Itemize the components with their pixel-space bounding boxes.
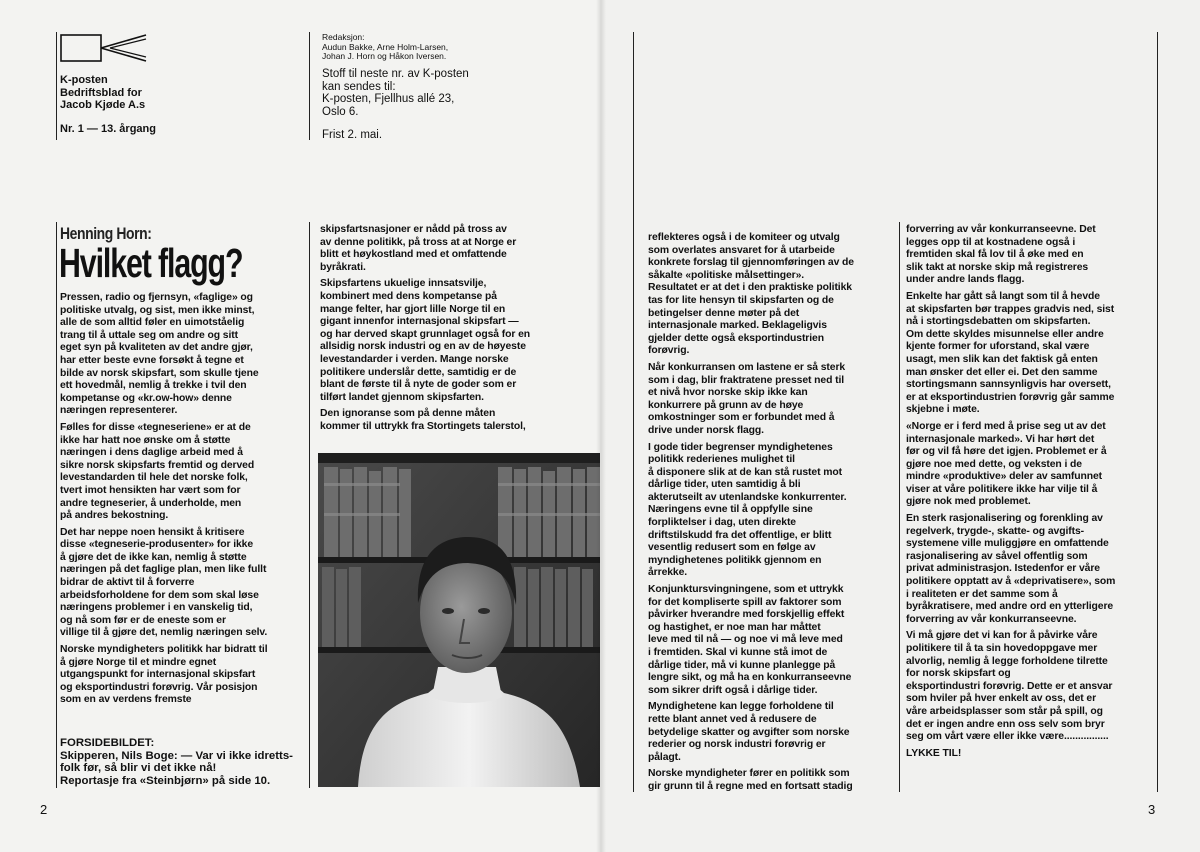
text-line: drive under norsk flagg. bbox=[648, 424, 764, 436]
text-line: Næringens evne til å oppfylle sine bbox=[648, 504, 813, 516]
text-line: i fremtiden. Skal vi kunne stå imot de bbox=[648, 647, 828, 658]
text-line: «Norge er i ferd med å prise seg ut av det bbox=[906, 420, 1106, 432]
text-line: trang til å uttale seg om andre og sitt bbox=[60, 329, 238, 341]
submission-info bbox=[322, 68, 469, 142]
masthead-line: Bedriftsblad for bbox=[60, 86, 142, 99]
text-line: usagt, men slik kan det faktisk gå enten bbox=[906, 353, 1098, 365]
masthead-line: K-posten bbox=[60, 74, 108, 86]
text-line: rasjonalisering av såvel offentlig som bbox=[906, 550, 1088, 562]
text-line: viser at våre politikere ikke har vilje til å bbox=[906, 483, 1098, 495]
column-rule bbox=[309, 32, 310, 140]
text-line: arbeidsforholdene for dem som skal løse bbox=[60, 589, 259, 601]
text-line: gjelder dette også eksportindustrien bbox=[648, 332, 824, 344]
text-line: som overlates ansvaret for å utarbeide bbox=[648, 244, 835, 256]
text-line: Følles for disse «tegneseriene» er at de bbox=[60, 421, 251, 433]
text-line: et nivå hvor norske skip ikke kan bbox=[648, 387, 808, 399]
masthead-line: Jacob Kjøde A.s bbox=[60, 99, 146, 111]
article-column-2 bbox=[320, 224, 598, 438]
text-line: at skipsfarten bør trappes gradvis ned, sist bbox=[906, 303, 1115, 315]
text-line: politikere til å ta sin hovedoppgave mer bbox=[906, 643, 1098, 654]
text-line: dårlige tider, uten samtidig å bli bbox=[648, 479, 801, 491]
text-line: Pressen, radio og fjernsyn, «faglige» og bbox=[60, 292, 253, 303]
text-line: Skipsfartens ukuelige innsatsvilje, bbox=[320, 278, 487, 290]
text-line: myndighetenes politikk gjennom en bbox=[648, 554, 822, 566]
text-line: for norsk skipsfart og bbox=[906, 668, 1011, 680]
right-page bbox=[600, 0, 1200, 852]
text-line: ett hovedmål, nemlig å trekke i tvil den bbox=[60, 380, 247, 392]
editorial-staff bbox=[322, 33, 448, 62]
column-rule bbox=[633, 32, 634, 792]
paragraph bbox=[60, 422, 306, 523]
text-line: driftstilskudd fra det offentlige, er blitt bbox=[648, 529, 832, 541]
article-column-3 bbox=[648, 232, 898, 798]
text-line: tilført landet gjennom skipsfarten. bbox=[320, 391, 484, 403]
editorial-line: Audun Bakke, Arne Holm-Larsen, bbox=[322, 41, 449, 52]
column-rule bbox=[56, 32, 57, 140]
text-line: konkurrere på grunn av de høye bbox=[648, 399, 804, 411]
text-line: seg om vårt være eller ikke være................ bbox=[906, 731, 1109, 743]
text-line: årrekke. bbox=[648, 567, 688, 579]
text-line: under andre lands flagg. bbox=[906, 274, 1025, 286]
deadline: Frist 2. mai. bbox=[322, 129, 383, 142]
text-line: rederier og norsk industri forøvrig er bbox=[648, 739, 826, 751]
text-line: politikere opptatt av å «deprivatisere», som bbox=[906, 576, 1116, 588]
caption-line: Skipperen, Nils Boge: — Var vi ikke idretts- bbox=[60, 749, 293, 762]
text-line: politikere underslår dette, samtidig er de bbox=[320, 366, 517, 378]
author-portrait bbox=[318, 453, 600, 787]
text-line: levestandarden til hele det norske folk, bbox=[60, 472, 248, 484]
paragraph bbox=[648, 232, 898, 358]
text-line: tvert imot hensikten har vært som for bbox=[60, 484, 241, 496]
text-line: på andres bekostning. bbox=[60, 510, 169, 522]
text-line: forverring av vår konkurranseevne. bbox=[906, 613, 1077, 625]
text-line: er at eksportindustrien forøvrig går samme bbox=[906, 391, 1115, 403]
text-line: systemene ville muliggjøre en omfattende bbox=[906, 538, 1109, 550]
text-line: betingelser denne møter på det bbox=[648, 307, 800, 319]
text-line: andre tegneserier, å underholde, men bbox=[60, 497, 242, 509]
text-line: internasjonale marked. Beklageligvis bbox=[648, 320, 827, 332]
text-line: av denne politikk, på tross at at Norge er bbox=[320, 236, 517, 248]
paragraph bbox=[906, 513, 1156, 626]
text-line: disse «tegneserie-produsenter» for ikke bbox=[60, 539, 254, 551]
text-line: omkostninger som er forbundet med å bbox=[648, 412, 835, 424]
text-line: I gode tider begrenser myndighetenes bbox=[648, 441, 833, 453]
paragraph bbox=[648, 701, 898, 764]
text-line: bidrar de aktivt til å forverre bbox=[60, 577, 195, 589]
text-line: allsidig norsk industri og en av de høyeste bbox=[320, 341, 526, 353]
paragraph bbox=[648, 442, 898, 581]
text-line: Myndighetene kan legge forholdene til bbox=[648, 701, 834, 713]
text-line: har etter beste evne forsøkt å tegne et bbox=[60, 354, 244, 366]
text-line: å gjøre det de ikke kan, nemlig å støtte bbox=[60, 551, 247, 563]
paragraph bbox=[320, 224, 598, 274]
editorial-line: Johan J. Horn og Håkon Iversen. bbox=[322, 51, 447, 62]
text-line: fremtiden skal få lov til å øke med en bbox=[906, 249, 1084, 261]
text-line: man ønsker det eller ei. Det den samme bbox=[906, 366, 1098, 378]
text-line: å gjøre Norge til et mindre egnet bbox=[60, 656, 217, 668]
text-line: eget syn på kvaliteten av det andre gjør, bbox=[60, 342, 253, 354]
text-line: gir grunn til å regne med en fortsatt stadig bbox=[648, 780, 853, 792]
text-line: politiske utvalg, og sist, men ikke minst, bbox=[60, 304, 255, 316]
paragraph bbox=[320, 408, 598, 433]
paragraph bbox=[60, 644, 306, 707]
text-line: næringen på det faglige plan, men like fullt bbox=[60, 564, 267, 576]
text-line: forpliktelser i dag, uten direkte bbox=[648, 517, 796, 529]
paragraph bbox=[906, 291, 1156, 417]
text-line: Norske myndigheter fører en politikk som bbox=[648, 768, 850, 780]
text-line: LYKKE TIL! bbox=[906, 747, 962, 759]
text-line: og nå som før er de eneste som er bbox=[60, 614, 226, 626]
text-line: og har derved skapt grunnlaget også for en bbox=[320, 328, 531, 340]
paragraph bbox=[648, 584, 898, 697]
column-rule bbox=[309, 222, 310, 788]
cover-photo-caption bbox=[60, 737, 293, 787]
submission-line: kan sendes til: bbox=[322, 80, 396, 93]
paragraph bbox=[648, 362, 898, 438]
paragraph bbox=[320, 278, 598, 404]
text-line: påvirker hverandre med forskjellig effekt bbox=[648, 609, 845, 621]
text-line: som hviler på hver enkelt av oss, det er bbox=[906, 693, 1097, 705]
caption-line: Reportasje fra «Steinbjørn» på side 10. bbox=[60, 774, 271, 787]
text-line: rette blant annet ved å redusere de bbox=[648, 713, 817, 725]
text-line: bilde av norsk skipsfart, som skulle tjene bbox=[60, 367, 259, 379]
text-line: næringen i dens daglige arbeid med å bbox=[60, 447, 243, 459]
text-line: internasjonale marked». Vi har hørt det bbox=[906, 433, 1095, 445]
text-line: Det har neppe noen hensikt å kritisere bbox=[60, 526, 245, 538]
text-line: forøvrig. bbox=[648, 345, 690, 357]
text-line: konkrete forslag til gjennomføringen av de bbox=[648, 257, 854, 269]
text-line: det er ingen andre enn oss selv som bryr bbox=[906, 718, 1105, 730]
text-line: gigant innenfor internasjonal skipsfart — bbox=[320, 316, 519, 328]
paragraph bbox=[60, 292, 306, 418]
text-line: blitt et høykostland med et omfattende bbox=[320, 249, 507, 261]
text-line: vesentlig redusert som en følge av bbox=[648, 542, 816, 554]
caption-line: folk før, så blir vi det ikke nå! bbox=[60, 762, 217, 775]
text-line: såkalte «politiske målsettinger». bbox=[648, 269, 805, 281]
text-line: Konjunktursvingningene, som et uttrykk bbox=[648, 584, 844, 596]
text-line: næringen representerer. bbox=[60, 405, 178, 417]
article-column-1 bbox=[60, 292, 306, 711]
submission-line: Oslo 6. bbox=[322, 105, 359, 118]
column-rule bbox=[899, 222, 900, 792]
text-line: sikre norsk skipsfarts fremtid og derved bbox=[60, 459, 255, 471]
article-byline: Henning Horn: bbox=[60, 224, 152, 243]
portrait-photo-icon bbox=[318, 453, 600, 787]
text-line: legges opp til at kostnadene også i bbox=[906, 236, 1076, 248]
text-line: Enkelte har gått så langt som til å hevde bbox=[906, 290, 1100, 302]
text-line: levestandarder i verden. Mange norske bbox=[320, 353, 509, 365]
text-line: blant de første til å nyte de goder som er bbox=[320, 379, 517, 391]
text-line: mange felter, har gjort lille Norge til en bbox=[320, 303, 506, 315]
text-line: akterutseilt av utenlandske konkurrenter. bbox=[648, 491, 847, 503]
masthead bbox=[60, 74, 156, 135]
submission-line: Stoff til neste nr. av K-posten bbox=[322, 68, 469, 80]
text-line: våre arbeidsplasser som står på spill, og bbox=[906, 705, 1103, 717]
text-line: kompetanse og «kr.ow-how» denne bbox=[60, 392, 232, 404]
submission-line: K-posten, Fjellhus allé 23, bbox=[322, 93, 455, 106]
text-line: og hastighet, er noe man har måttet bbox=[648, 621, 821, 633]
text-line: dårlige tider, må vi kunne planlegge på bbox=[648, 659, 836, 671]
page-number-right: 3 bbox=[1148, 802, 1156, 817]
paragraph bbox=[906, 421, 1156, 509]
article-headline: Hvilket flagg? bbox=[59, 240, 243, 286]
text-line: næringens problemer i en vanskelig tid, bbox=[60, 602, 253, 614]
text-line: slik takt at norske skip må registreres bbox=[906, 261, 1089, 273]
text-line: forverring av vår konkurranseevne. Det bbox=[906, 224, 1096, 235]
text-line: i realiteten er det samme som å bbox=[906, 588, 1058, 600]
text-line: lengre sikt, og må ha en konkurranseevne bbox=[648, 672, 852, 684]
text-line: skjebne i møte. bbox=[906, 404, 980, 416]
text-line: politikk rederienes mulighet til bbox=[648, 454, 795, 466]
text-line: villige til å gjøre det, nemlig næringen selv. bbox=[60, 627, 268, 639]
text-line: betydelige skatter og avgifter som norske bbox=[648, 726, 850, 738]
text-line: å disponere slik at de kan stå rustet mot bbox=[648, 466, 842, 478]
article-column-4 bbox=[906, 224, 1156, 764]
text-line: leve med til nå — og noe vi må leve med bbox=[648, 634, 843, 646]
page-number-left: 2 bbox=[40, 802, 48, 817]
text-line: pålagt. bbox=[648, 751, 681, 763]
paragraph bbox=[906, 224, 1156, 287]
text-line: Norske myndigheters politikk har bidratt til bbox=[60, 644, 268, 656]
text-line: Den ignoranse som på denne måten bbox=[320, 408, 496, 420]
text-line: utgangspunkt for internasjonal skipsfart bbox=[60, 669, 256, 681]
text-line: tas for lite hensyn til skipsfarten og de bbox=[648, 294, 834, 306]
text-line: byråkrati. bbox=[320, 261, 366, 273]
text-line: gjøre noe med dette, og veksten i de bbox=[906, 458, 1082, 470]
column-rule bbox=[1157, 32, 1158, 792]
editorial-line: Redaksjon: bbox=[322, 32, 365, 42]
text-line: kombinert med dens kompetanse på bbox=[320, 290, 497, 302]
text-line: ikke har hatt noe ønske om å støtte bbox=[60, 434, 231, 446]
text-line: alle de som alltid føler en uimotståelig bbox=[60, 317, 245, 329]
text-line: byråkratisere, med andre ord en ytterligere bbox=[906, 601, 1114, 613]
text-line: som en av verdens fremste bbox=[60, 694, 192, 706]
paragraph bbox=[906, 630, 1156, 743]
text-line: kommer til uttrykk fra Stortingets talerstol, bbox=[320, 420, 526, 432]
paragraph bbox=[60, 527, 306, 640]
text-line: mindre «produktive» deler av samfunnet bbox=[906, 471, 1102, 483]
text-line: privat administrasjon. Istedenfor er våre bbox=[906, 563, 1100, 575]
text-line: som i dag, blir fraktratene presset ned til bbox=[648, 374, 845, 386]
text-line: stortingsmann sannsynligvis har oversett, bbox=[906, 379, 1111, 391]
text-line: regelverk, trygde-, skatte- og avgifts- bbox=[906, 525, 1084, 537]
caption-heading: FORSIDEBILDET: bbox=[60, 737, 155, 749]
text-line: som sikrer drift også i dårlige tider. bbox=[648, 684, 818, 696]
text-line: skipsfartsnasjoner er nådd på tross av bbox=[320, 224, 507, 235]
text-line: alvorlig, nemlig å legge forholdene tilrette bbox=[906, 655, 1108, 667]
text-line: eksportindustri forøvrig. Dette er et ansvar bbox=[906, 680, 1113, 692]
text-line: gjøre nok med problemet. bbox=[906, 496, 1031, 508]
text-line: reflekteres også i de komiteer og utvalg bbox=[648, 232, 840, 243]
text-line: Vi må gjøre det vi kan for å påvirke våre bbox=[906, 630, 1098, 642]
issue-number: Nr. 1 — 13. årgang bbox=[60, 122, 156, 135]
text-line: Når konkurransen om lastene er så sterk bbox=[648, 361, 846, 373]
text-line: Om dette skyldes misunnelse eller andre bbox=[906, 328, 1104, 340]
paragraph bbox=[906, 748, 1156, 761]
k-posten-logo-icon bbox=[60, 33, 150, 63]
text-line: En sterk rasjonalisering og forenkling av bbox=[906, 513, 1103, 525]
text-line: og eksportindustri forøvrig. Vår posisjon bbox=[60, 681, 258, 693]
text-line: nå i stortingsdebatten om skipsfarten. bbox=[906, 316, 1091, 328]
page-gutter bbox=[596, 0, 606, 852]
column-rule bbox=[56, 222, 57, 788]
text-line: før og vil få høre det igjen. Problemet er å bbox=[906, 446, 1107, 458]
paragraph bbox=[648, 768, 898, 793]
text-line: kjente former for uforstand, skal være bbox=[906, 341, 1090, 353]
text-line: Resultatet er at det i den praktiske politikk bbox=[648, 282, 852, 294]
text-line: for det kompliserte spill av faktorer som bbox=[648, 596, 842, 608]
